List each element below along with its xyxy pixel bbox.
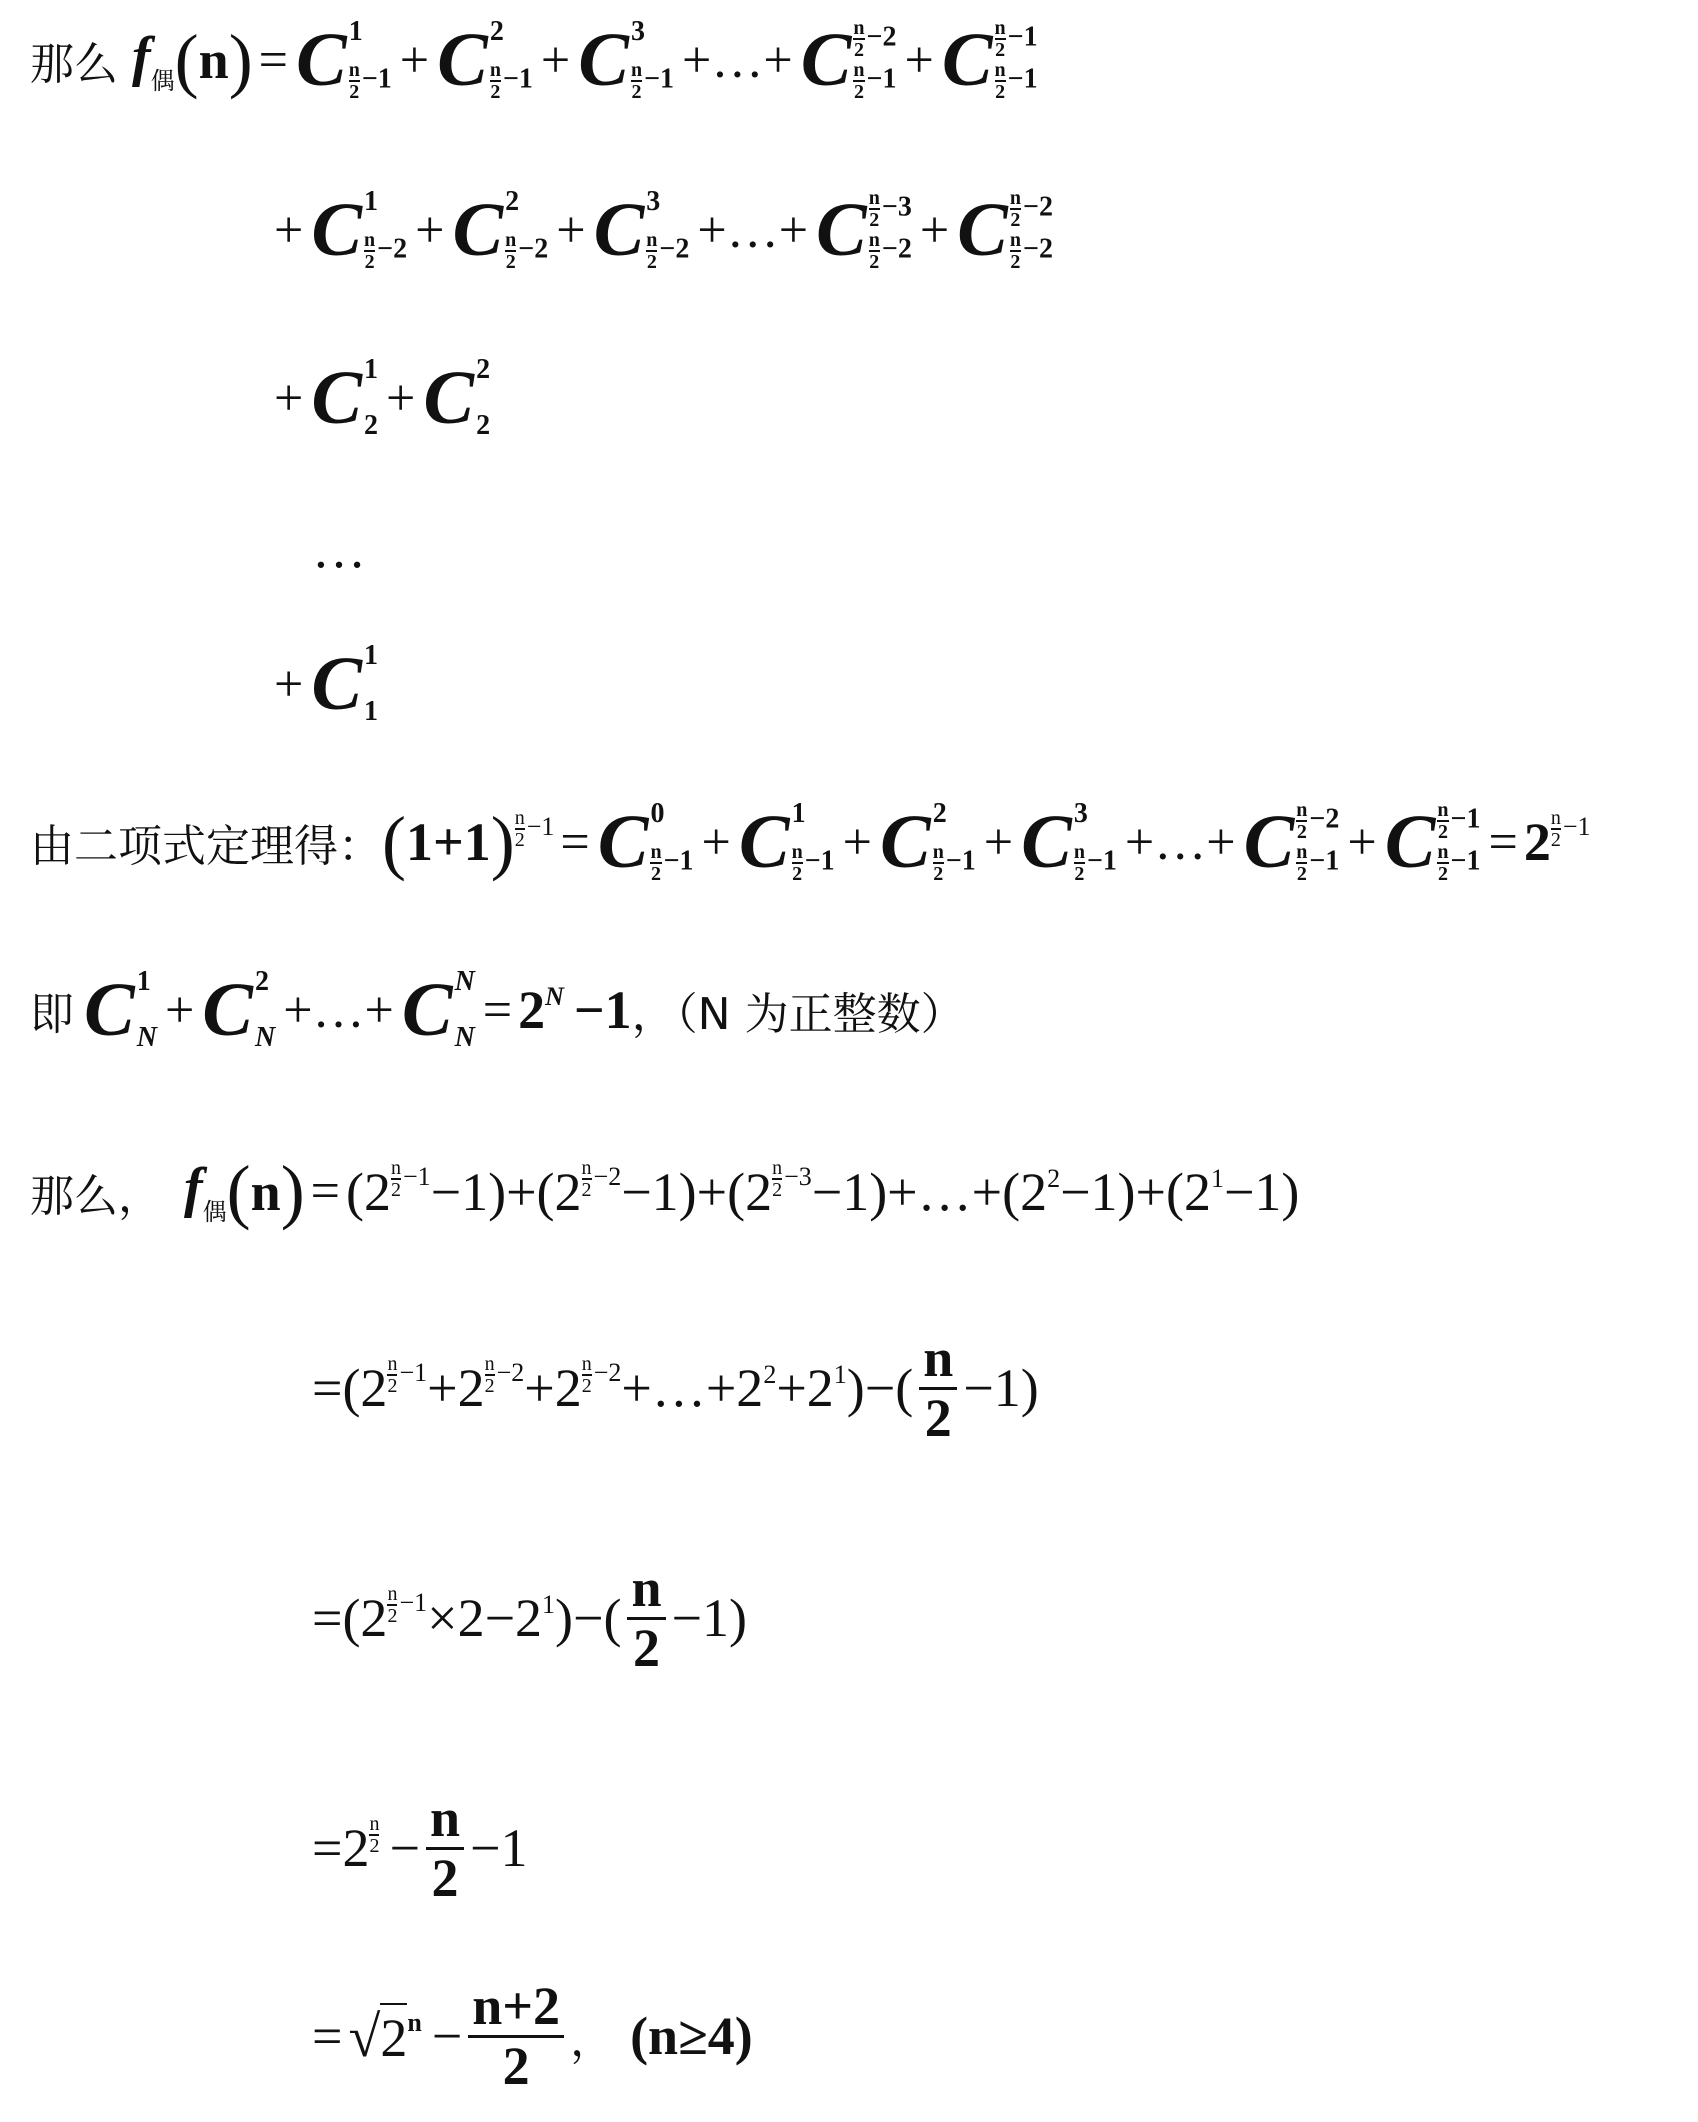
comb-term: C 0 $\frac{n}{2}$ −1 (597, 798, 694, 885)
comb-term: C 1 1 (311, 640, 379, 727)
comb-term: C 3 $\frac{n}{2}$ −2 (593, 186, 690, 273)
comb-term: C $\frac{n}{2}$ −2 $\frac{n}{2}$ −1 (1243, 799, 1340, 885)
equation-line-1: 那么 f偶 ( n ) = C 1 $\frac{n}{2}$ −1 + C 2 $\frac{n}{2}$ −1 + C 3 $\frac{n}{2}$ −1 +…+ C $\frac{n}{2}$ −2 $\frac{n}{2}$ −1 + C $\frac{n}{2}$ −1 $\frac{n}{2}$ −1 (30, 16, 1038, 103)
f-even-symbol: f偶 (184, 1157, 227, 1226)
final-result-line: = √ 2 n − $\frac{n+2}{2}$ ， (n≥4) (312, 1976, 753, 2096)
comb-term: C 2 2 (423, 354, 491, 441)
fraction: $\frac{n}{2}$ (919, 1330, 957, 1446)
comb-term: C 2 $\frac{n}{2}$ −1 (880, 798, 976, 885)
equation-line-2: + C 1 $\frac{n}{2}$ −2 + C 2 $\frac{n}{2}$ −2 + C 3 $\frac{n}{2}$ −2 +…+ C $\frac{n}{2}$ −3 $\frac{n}{2}$ −2 + C $\frac{n}{2}$ −2 $\frac{n}{2}$ −2 (274, 186, 1053, 273)
comb-term: C $\frac{n}{2}$ −1 $\frac{n}{2}$ −1 (941, 17, 1038, 103)
text-prefix: 那么 (30, 39, 118, 90)
equation-line-5: + C 1 1 (274, 640, 379, 727)
step-line-1: =(2 $\frac{n}{2}$ −1 +2 $\frac{n}{2}$ −2 +2 $\frac{n}{2}$ −2 +…+2 2 +2 1 )−( $\frac{n}{2}$ −1) (312, 1328, 1039, 1448)
fraction: $\frac{n}{2}$ (627, 1560, 665, 1676)
comb-term: C 1 N (84, 966, 157, 1053)
comb-term: C 1 $\frac{n}{2}$ −1 (738, 798, 835, 885)
comb-term: C 2 $\frac{n}{2}$ −1 (437, 16, 533, 103)
comb-term: C $\frac{n}{2}$ −1 $\frac{n}{2}$ −1 (1384, 799, 1481, 885)
f-even-symbol: f偶 (132, 25, 175, 95)
comb-term: C $\frac{n}{2}$ −3 $\frac{n}{2}$ −2 (816, 187, 912, 273)
equation-line-3: + C 1 2 + C 2 2 (274, 354, 491, 441)
sum-identity-line: 即 C 1 N + C 2 N +…+ C N N = 2 N −1 ，（N 为正整数） (30, 966, 965, 1053)
binomial-theorem-line: 由二项式定理得： ( 1+1 ) $\frac{n}{2}$ −1 = C 0 $\frac{n}{2}$ −1 + C 1 $\frac{n}{2}$ −1 + C 2 $\frac{n}{2}$ −1 + C 3 $\frac{n}{2}$ −1 +…+ C $\frac{n}{2}$ −2 $\frac{n}{2}$ −1 + C $\frac{n}{2}$ −1 $\frac{n}{2}$ −1 = 2 $\frac{n}{2}$ −1 (30, 798, 1591, 885)
comb-term: C 1 $\frac{n}{2}$ −1 (296, 16, 392, 103)
comb-term: C N N (401, 966, 475, 1053)
comb-term: C 1 $\frac{n}{2}$ −2 (311, 186, 408, 273)
comb-term: C 3 $\frac{n}{2}$ −1 (1021, 798, 1117, 885)
step-line-3: =2 $\frac{n}{2}$ − $\frac{n}{2}$ −1 (312, 1788, 528, 1908)
comb-term: C $\frac{n}{2}$ −2 $\frac{n}{2}$ −2 (957, 187, 1053, 273)
comb-term: C $\frac{n}{2}$ −2 $\frac{n}{2}$ −1 (800, 17, 897, 103)
fraction: $\frac{n}{2}$ (426, 1790, 464, 1906)
ellipsis-line: … (312, 519, 366, 579)
f-even-expansion-line: 那么， f偶 ( n ) = (2 $\frac{n}{2}$ −1 −1)+(2 $\frac{n}{2}$ −2 −1)+(2 $\frac{n}{2}$ −3 −1)+…+(2 2 −1)+(2 1 −1) (30, 1151, 1300, 1231)
step-line-2: =(2 $\frac{n}{2}$ −1 ×2−2 1 )−( $\frac{n}{2}$ −1) (312, 1558, 747, 1678)
comb-term: C 1 2 (311, 354, 379, 441)
sqrt-symbol: √ (348, 2003, 381, 2069)
fraction: $\frac{n+2}{2}$ (468, 1978, 564, 2094)
comb-term: C 2 $\frac{n}{2}$ −2 (452, 186, 549, 273)
comb-term: C 3 $\frac{n}{2}$ −1 (578, 16, 675, 103)
comb-term: C 2 N (202, 966, 276, 1053)
